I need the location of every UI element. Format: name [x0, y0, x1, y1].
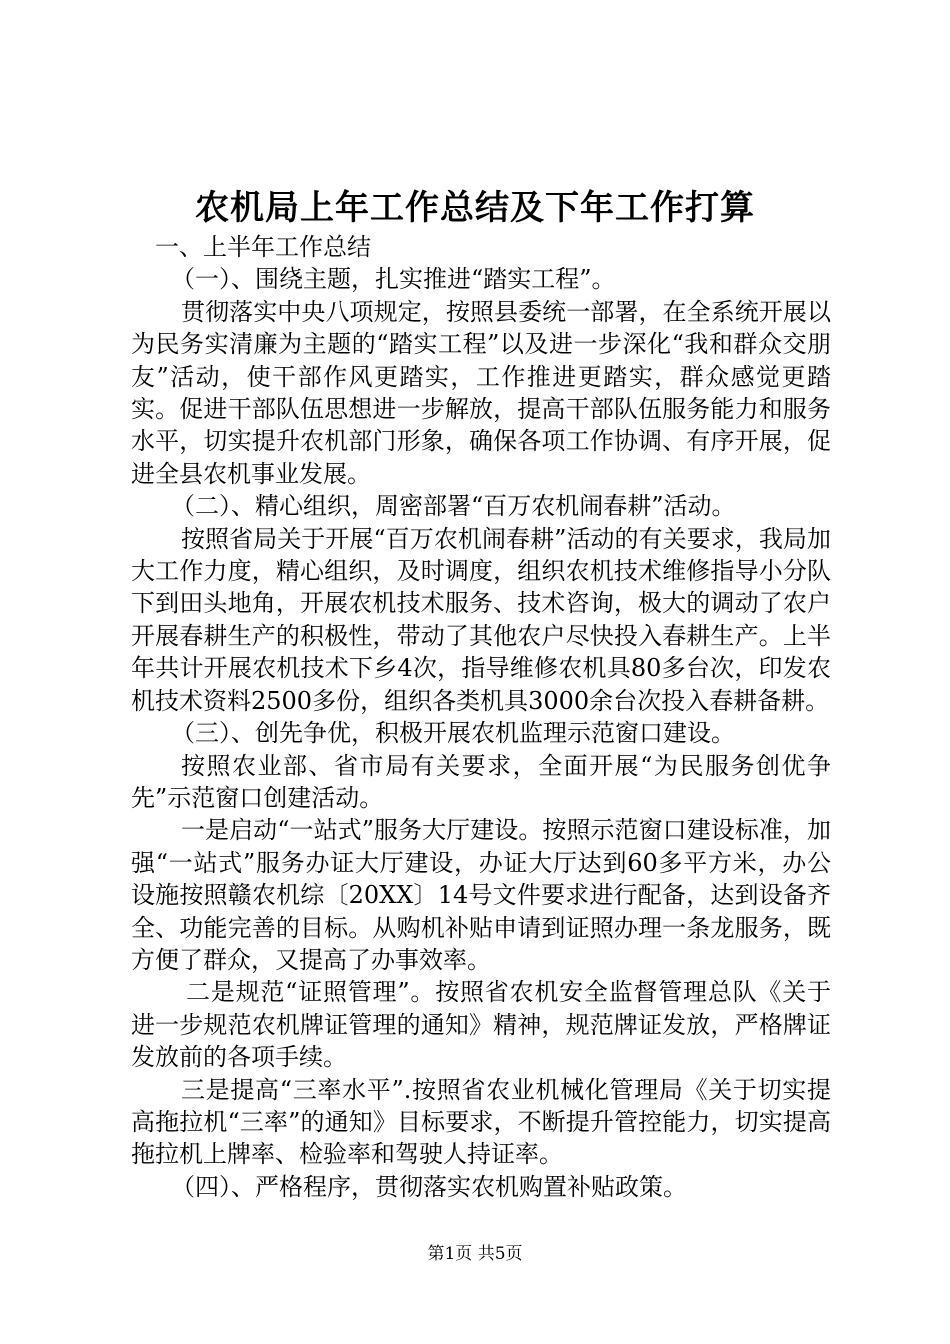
body-paragraph: 按照农业部、省市局有关要求，全面开展“为民服务创优争先”示范窗口创建活动。: [131, 751, 831, 812]
document-body: [131, 231, 831, 1203]
subsection-heading: （一）、围绕主题，扎实推进“踏实工程”。: [171, 265, 616, 294]
body-paragraph: 按照省局关于开展“百万农机闹春耕”活动的有关要求，我局加大工作力度，精心组织，及时调度，组织农机技术维修指导小分队下到田头地角，开展农机技术服务、技术咨询，极大的调动了农户开展春耕生产的积极性，带动了其他农户尽快投入春耕生产。上半年共计开展农机技术下乡4次，指导维修农机具80多台次，印发农机技术资料2500多份，组织各类机具3000余台次投入春耕备耕。: [131, 524, 831, 715]
body-paragraph: 二是规范“证照管理”。按照省农机安全监督管理总队《关于进一步规范农机牌证管理的通知》精神，规范牌证发放，严格牌证发放前的各项手续。: [131, 978, 831, 1072]
page-number-footer: 第1页 共5页: [427, 1244, 523, 1264]
subsection-heading: （三）、创先争优，积极开展农机监理示范窗口建设。: [171, 719, 735, 748]
document-title: 农机局上年工作总结及下年工作打算: [195, 188, 755, 228]
subsection-heading: （四）、严格程序，贯彻落实农机购置补贴政策。: [171, 1172, 687, 1201]
section-heading: 一、上半年工作总结: [155, 233, 371, 261]
body-paragraph: 三是提高“三率水平”.按照省农业机械化管理局《关于切实提高拖拉机“三率”的通知》目标要求，不断提升管控能力，切实提高拖拉机上牌率、检验率和驾驶人持证率。: [131, 1075, 831, 1169]
body-paragraph: 一是启动“一站式”服务大厅建设。按照示范窗口建设标准，加强“一站式”服务办证大厅建设，办证大厅达到60多平方米，办公设施按照赣农机综〔20XX〕14号文件要求进行配备，达到设备齐全、功能完善的目标。从购机补贴申请到证照办理一条龙服务，既方便了群众，又提高了办事效率。: [131, 816, 831, 974]
body-paragraph: 贯彻落实中央八项规定，按照县委统一部署，在全系统开展以为民务实清廉为主题的“踏实工程”以及进一步深化“我和群众交朋友”活动，使干部作风更踏实，工作推进更踏实，群众感觉更踏实。促进干部队伍思想进一步解放，提高干部队伍服务能力和服务水平，切实提升农机部门形象，确保各项工作协调、有序开展，促进全县农机事业发展。: [131, 297, 831, 488]
subsection-heading: （二）、精心组织，周密部署“百万农机闹春耕”活动。: [171, 492, 736, 521]
